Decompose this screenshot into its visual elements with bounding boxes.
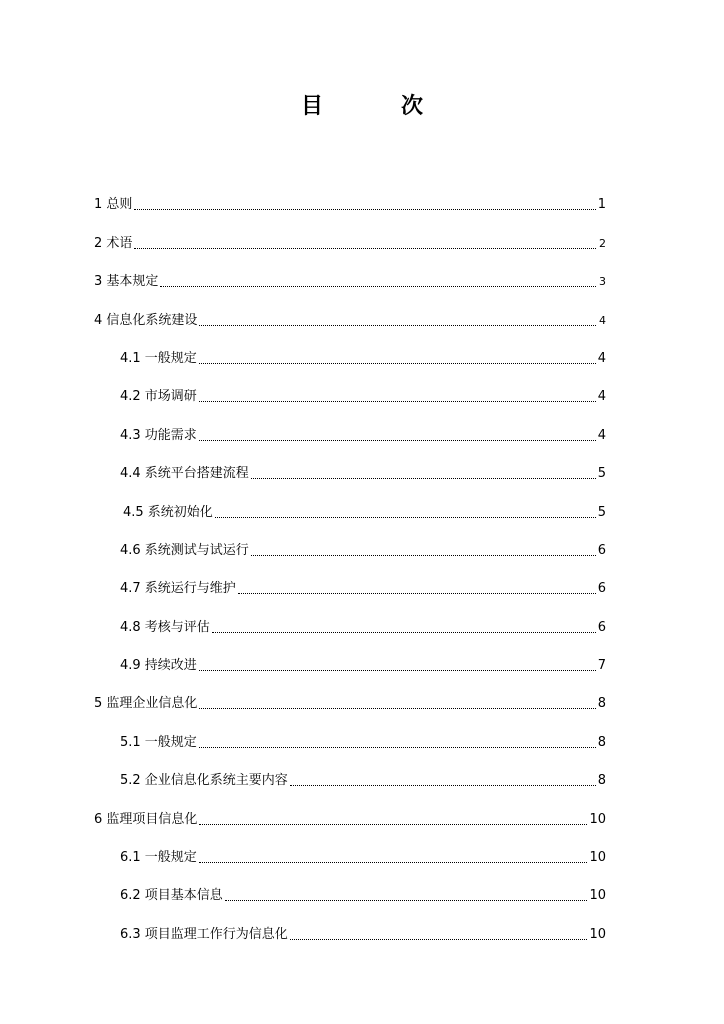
toc-page-number: 5 <box>597 466 606 482</box>
toc-entry-title: 4.5 系统初始化 <box>123 504 213 520</box>
toc-entry-title: 1 总则 <box>94 197 133 213</box>
toc-entry[interactable] <box>94 598 606 636</box>
toc-entry-title: 6.1 一般规定 <box>120 850 197 866</box>
toc-dot-leader <box>199 861 588 863</box>
toc-entry[interactable] <box>94 675 606 713</box>
toc-dot-leader <box>199 400 596 402</box>
toc-page-number: 6 <box>597 581 606 597</box>
toc-entry-title: 5.1 一般规定 <box>120 734 197 750</box>
toc-dot-leader <box>199 324 596 326</box>
toc-entry[interactable] <box>94 253 606 291</box>
toc-page-number: 2 <box>599 236 606 250</box>
toc-page-number: 4 <box>597 350 606 366</box>
toc-entry-title: 4.9 持续改进 <box>120 658 197 674</box>
toc-entry[interactable] <box>94 867 606 905</box>
toc-page-number: 7 <box>597 658 606 674</box>
toc-dot-leader <box>199 746 596 748</box>
toc-page-number: 6 <box>597 619 606 635</box>
page-title: 目 次 <box>300 94 451 119</box>
toc-dot-leader <box>251 554 596 556</box>
toc-entry[interactable] <box>94 176 606 214</box>
toc-entry-title: 3 基本规定 <box>94 274 159 290</box>
toc-dot-leader <box>212 631 596 633</box>
toc-entry[interactable] <box>94 368 606 406</box>
toc-dot-leader <box>290 784 596 786</box>
toc-entry-title: 4 信息化系统建设 <box>94 312 198 328</box>
toc-page-number: 10 <box>589 850 606 866</box>
toc-dot-leader <box>215 516 596 518</box>
toc-dot-leader <box>290 938 588 940</box>
toc-entry[interactable] <box>94 483 606 521</box>
toc-dot-leader <box>238 592 596 594</box>
toc-dot-leader <box>199 439 596 441</box>
toc-entry[interactable] <box>94 829 606 867</box>
toc-dot-leader <box>134 208 595 210</box>
toc-dot-leader <box>134 247 596 249</box>
toc-entry[interactable] <box>94 291 606 329</box>
toc-entry-title: 5 监理企业信息化 <box>94 696 198 712</box>
toc-entry[interactable] <box>94 330 606 368</box>
toc-dot-leader <box>199 823 587 825</box>
toc-entry-title: 4.2 市场调研 <box>120 389 197 405</box>
toc-page-number: 10 <box>589 926 606 942</box>
toc-entry[interactable] <box>94 752 606 790</box>
toc-entry-title: 4.4 系统平台搭建流程 <box>120 466 249 482</box>
toc-entry-title: 5.2 企业信息化系统主要内容 <box>120 773 288 789</box>
toc-page-number: 3 <box>599 275 606 289</box>
toc-dot-leader <box>160 285 596 287</box>
toc-entry[interactable] <box>94 406 606 444</box>
toc-dot-leader <box>199 707 595 709</box>
toc-dot-leader <box>199 362 596 364</box>
toc-entry-title: 4.3 功能需求 <box>120 427 197 443</box>
toc-dot-leader <box>225 899 588 901</box>
toc-entry-title: 4.6 系统测试与试运行 <box>120 542 249 558</box>
toc-page-number: 4 <box>597 427 606 443</box>
toc-entry-title: 4.8 考核与评估 <box>120 619 210 635</box>
toc-entry[interactable] <box>94 214 606 252</box>
toc-entry-title: 6 监理项目信息化 <box>94 811 198 827</box>
toc-entry-title: 6.2 项目基本信息 <box>120 888 223 904</box>
toc-entry-title: 4.1 一般规定 <box>120 350 197 366</box>
toc-page-number: 8 <box>597 696 606 712</box>
toc-entry-title: 4.7 系统运行与维护 <box>120 581 236 597</box>
toc-entry[interactable] <box>94 560 606 598</box>
toc-page-number: 10 <box>589 811 606 827</box>
toc-page-number: 6 <box>597 542 606 558</box>
toc-entry[interactable] <box>94 522 606 560</box>
toc-entry[interactable] <box>94 713 606 751</box>
table-of-contents <box>94 176 606 944</box>
toc-page-number: 8 <box>597 734 606 750</box>
toc-entry-title: 2 术语 <box>94 235 133 251</box>
toc-page-number: 1 <box>597 197 606 213</box>
toc-entry[interactable] <box>94 790 606 828</box>
toc-entry[interactable] <box>94 905 606 943</box>
toc-page-number: 8 <box>597 773 606 789</box>
toc-dot-leader <box>251 477 596 479</box>
toc-dot-leader <box>199 669 596 671</box>
toc-entry[interactable] <box>94 445 606 483</box>
toc-entry-title: 6.3 项目监理工作行为信息化 <box>120 926 288 942</box>
toc-entry[interactable] <box>94 637 606 675</box>
toc-page-number: 4 <box>597 389 606 405</box>
toc-page-number: 10 <box>589 888 606 904</box>
toc-page-number: 4 <box>599 313 606 327</box>
toc-page-number: 5 <box>597 504 606 520</box>
